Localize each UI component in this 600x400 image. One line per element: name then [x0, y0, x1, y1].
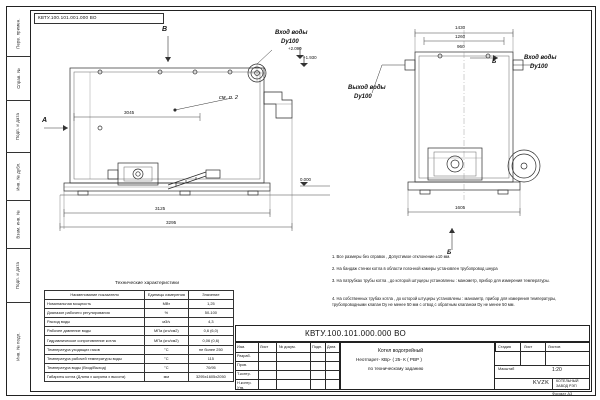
dim-1260: 1260 — [455, 34, 466, 39]
section-mark-b: Б — [492, 59, 497, 65]
rev-row-div-3 — [235, 370, 340, 371]
dim-3045: 3045 — [124, 110, 135, 115]
note-1: 1. Все размеры без справок , Допустимое отклонение ±10 мм. — [332, 254, 451, 259]
table-row — [45, 345, 234, 354]
label-water-in-right-dn: Dy100 — [530, 64, 548, 70]
spec-cell-name: Габариты котла (Длина х ширина х высота) — [45, 372, 145, 381]
spec-cell-value: 50-100 — [188, 309, 233, 318]
dim-3125: 3125 — [155, 206, 166, 211]
margin-cell-3: Инв. № дубл. — [6, 152, 30, 201]
spec-cell-name: Номинальная мощность — [45, 300, 145, 309]
label-water-in-left: Вход воды — [275, 30, 308, 36]
section-mark-b2: Б — [447, 250, 452, 256]
tb-role-2: Т.контр. — [237, 372, 251, 376]
spec-table-title: Технические характеристики — [115, 281, 180, 286]
rev-row-div-1 — [235, 352, 340, 353]
stage-header: Стадия — [498, 344, 511, 349]
table-row — [45, 309, 234, 318]
dim-1430: 1430 — [455, 25, 466, 30]
tb-role-4: Утв. — [237, 386, 245, 390]
spec-cell-name: Температура уходящих газов — [45, 345, 145, 354]
spec-cell-name: Температура рабочей температуры воды — [45, 354, 145, 363]
spec-cell-unit: м3/ч — [144, 318, 188, 327]
elev-top: +2.090 — [288, 46, 302, 51]
spec-cell-name: Диапазон рабочего регулирования — [45, 309, 145, 318]
margin-cell-6: Инв. № подл. — [15, 331, 21, 361]
format-label: Формат А3 — [552, 391, 573, 396]
rev-col-div-1 — [258, 342, 259, 390]
title-block-code-band — [235, 325, 590, 342]
label-water-out: Выход воды — [348, 85, 386, 91]
elev-mid: +1.930 — [303, 55, 317, 60]
spec-cell-unit: МВт — [144, 300, 188, 309]
tb-col-0: Изм. — [237, 344, 246, 349]
spec-header-0: Наименование показателя — [45, 291, 145, 300]
spec-cell-value: 4,3 — [188, 318, 233, 327]
section-mark-v: В — [162, 26, 168, 33]
tb-role-3: Н.контр. — [237, 381, 252, 385]
description-line-1: Котел водогрейный — [378, 348, 424, 354]
note-2: 2. На бандаж стенки котла в области погонной камеры установлен трубопровод шнура — [332, 266, 498, 271]
margin-cell-0: Перв. примен. — [6, 10, 30, 57]
dim-1605: 1605 — [455, 205, 466, 210]
label-see-item-2: см. п. 2 — [219, 95, 239, 101]
product-code: КВТУ.100.101.000.000 ВО — [305, 329, 407, 338]
spec-cell-value: 1,25 — [188, 300, 233, 309]
spec-cell-unit: МПа (кгс/см2) — [144, 336, 188, 345]
company-line-1: КОТЕЛЬНЫЙ — [556, 379, 579, 383]
spec-cell-name: Расход воды — [45, 318, 145, 327]
tb-role-0: Разраб. — [237, 354, 251, 358]
spec-header-2: Значение — [188, 291, 233, 300]
label-water-in-left-dn: Dy100 — [281, 39, 299, 45]
spec-cell-unit: МПа (кгс/см2) — [144, 327, 188, 336]
margin-cell-5: Подп. и дата — [6, 248, 30, 303]
label-water-in-right: Вход воды — [524, 55, 557, 61]
table-row — [45, 363, 234, 372]
spec-cell-value: 70/95 — [188, 363, 233, 372]
spec-cell-unit: °C — [144, 345, 188, 354]
table-row — [45, 336, 234, 345]
tb-col-2: № докум. — [279, 344, 296, 349]
scale-value: 1:20 — [552, 367, 562, 373]
spec-cell-value: не более 250 — [188, 345, 233, 354]
scale-label: Масштаб — [498, 367, 515, 371]
description-line-3: по техническому заданию — [368, 366, 424, 371]
rev-col-div-3 — [310, 342, 311, 390]
elev-zero: 0.000 — [300, 177, 311, 182]
sheets-header: Листов — [548, 344, 561, 349]
company-div — [552, 378, 553, 390]
spec-cell-value: 3295х1605х2050 — [188, 372, 233, 381]
spec-cell-value: 0,06 (0,6) — [188, 336, 233, 345]
spec-cell-unit: °C — [144, 363, 188, 372]
table-row — [45, 327, 234, 336]
spec-cell-unit: мм — [144, 372, 188, 381]
stage-div-3 — [495, 365, 590, 366]
sheet-header: Лист — [524, 344, 533, 349]
note-4: 4. На собственных трубах котла , до которой штуцеры установлены : манометр, прибор для измерения температуры, трубопроводными клапан Dу не менее 50 мм с отвод с обратным клапаном Dу не менее 50 мм. — [332, 296, 557, 307]
note-3: 3. На патрубках трубы котла , до которой штуцеры установлены : манометр, прибор для измерения температуры. — [332, 278, 550, 283]
margin-cell-2: Подп. и дата — [6, 100, 30, 153]
tb-col-4: Дата — [327, 344, 336, 349]
rev-row-div-2 — [235, 361, 340, 362]
spec-cell-unit: °C — [144, 354, 188, 363]
spec-cell-value: 0,6 (6,0) — [188, 327, 233, 336]
section-mark-a: А — [42, 117, 48, 124]
table-row — [45, 354, 234, 363]
tb-col-3: Подп. — [312, 344, 323, 349]
top-left-stamp-text: КВТУ.100.101.001.000 ВО — [38, 14, 97, 21]
rev-col-div-4 — [325, 342, 326, 390]
margin-cell-4: Взам. инв. № — [6, 200, 30, 249]
table-row — [45, 318, 234, 327]
spec-cell-name: Температура воды (Вход/Выход) — [45, 363, 145, 372]
dim-3295: 3295 — [166, 220, 177, 225]
table-row — [45, 300, 234, 309]
stage-div-1 — [520, 342, 521, 365]
company-line-2: ЗАВОД РЭП — [556, 384, 577, 388]
spec-cell-name: Гидравлическое сопротивление котла — [45, 336, 145, 345]
dim-960: 960 — [457, 44, 465, 49]
spec-header-1: Единицы измерения — [144, 291, 188, 300]
spec-header-row — [45, 291, 234, 300]
company-logo: KVZK — [533, 380, 550, 386]
margin-cell-1: Справ. № — [6, 56, 30, 101]
spec-cell-value: 115 — [188, 354, 233, 363]
rev-col-div-2 — [276, 342, 277, 390]
rev-row-div-4 — [235, 379, 340, 380]
stage-div-2 — [545, 342, 546, 365]
spec-cell-unit: % — [144, 309, 188, 318]
spec-cell-name: Рабочее давление воды — [45, 327, 145, 336]
label-water-out-dn: Dy100 — [354, 94, 372, 100]
spec-table — [44, 290, 234, 382]
tb-role-1: Пров. — [237, 363, 248, 367]
tb-col-1: Лист — [260, 344, 269, 349]
description-line-2: Неотпарет- КВр- ( 25- К ( РВР ) — [356, 357, 422, 362]
table-row — [45, 372, 234, 381]
